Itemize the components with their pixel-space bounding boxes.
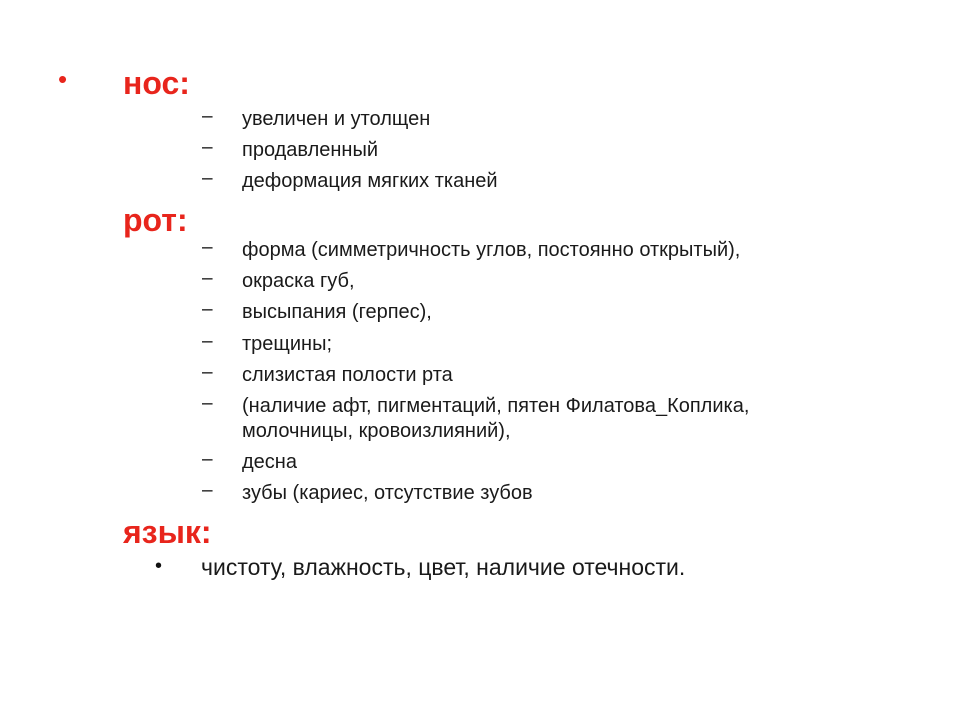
dash-icon: – [202, 106, 213, 127]
dash-icon: – [202, 480, 213, 501]
mouth-item: форма (симметричность углов, постоянно открытый), [242, 239, 741, 261]
mouth-item: (наличие афт, пигментаций, пятен Филатова_Коплика, [242, 395, 750, 417]
nose-item: деформация мягких тканей [242, 170, 498, 192]
mouth-item: десна [242, 451, 297, 473]
sub-bullet-icon: • [155, 555, 163, 577]
mouth-item: высыпания (герпес), [242, 301, 432, 323]
dash-icon: – [202, 237, 213, 258]
heading-nose: нос: [123, 65, 190, 101]
dash-icon: – [202, 331, 213, 352]
nose-item: увеличен и утолщен [242, 108, 431, 130]
main-bullet-icon: • [58, 64, 68, 94]
dash-icon: – [202, 268, 213, 289]
dash-icon: – [202, 299, 213, 320]
mouth-item: слизистая полости рта [242, 364, 453, 386]
nose-item: продавленный [242, 139, 379, 161]
dash-icon: – [202, 362, 213, 383]
dash-icon: – [202, 449, 213, 470]
mouth-item: зубы (кариес, отсутствие зубов [242, 482, 533, 504]
heading-tongue: язык: [123, 514, 212, 550]
mouth-item-continued: молочницы, кровоизлияний), [242, 420, 511, 442]
heading-mouth: рот: [123, 202, 188, 238]
dash-icon: – [202, 168, 213, 189]
mouth-item: трещины; [242, 333, 333, 355]
dash-icon: – [202, 137, 213, 158]
tongue-item: чистоту, влажность, цвет, наличие отечности. [201, 554, 686, 580]
mouth-item: окраска губ, [242, 270, 355, 292]
dash-icon: – [202, 393, 213, 414]
